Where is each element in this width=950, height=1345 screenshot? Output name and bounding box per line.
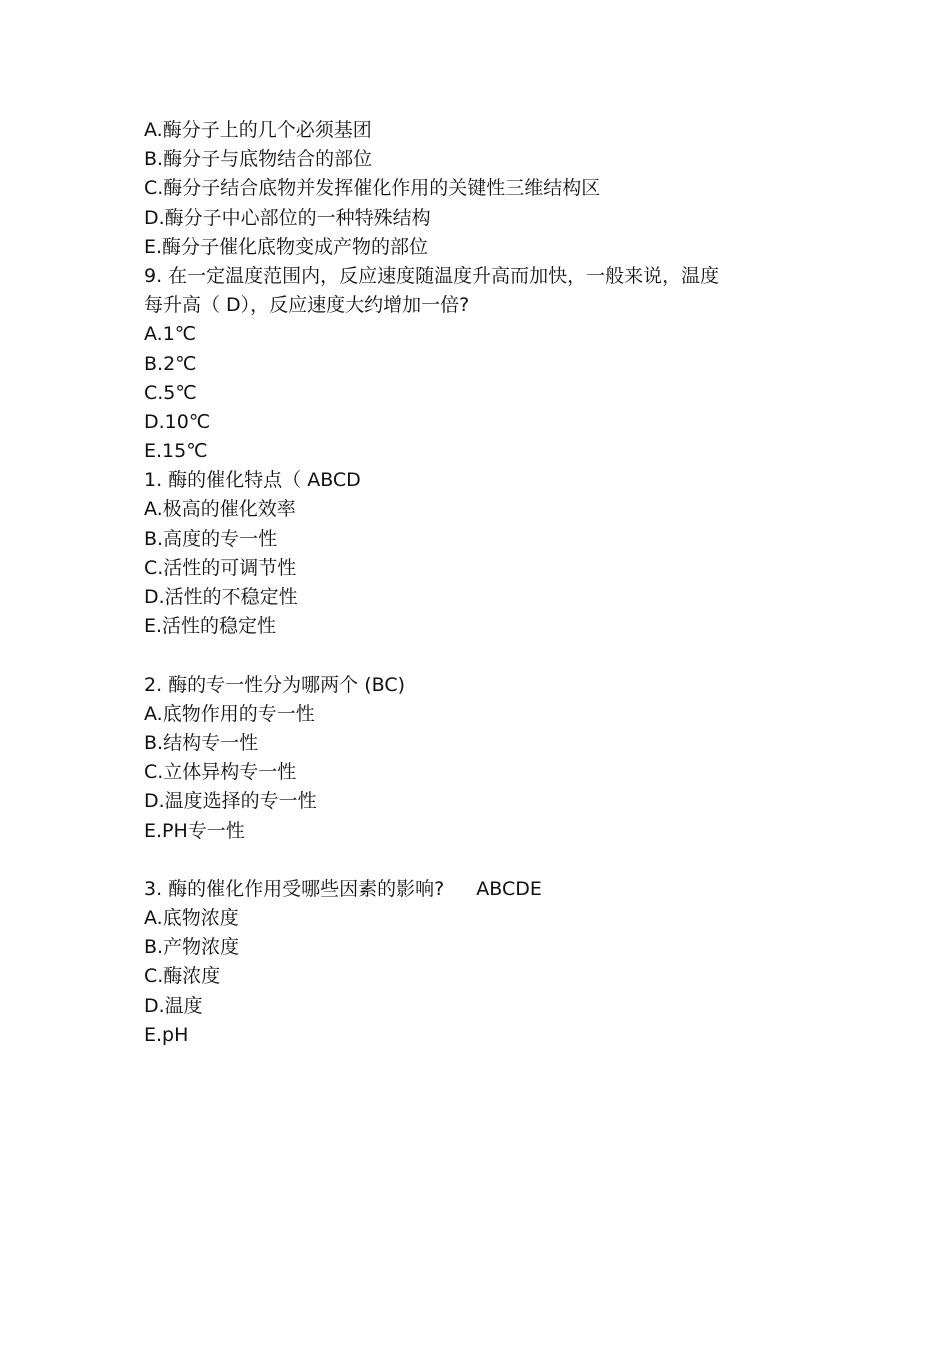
multi-question-3-answer: ABCDE bbox=[476, 877, 542, 900]
multi-question-1 bbox=[144, 466, 804, 641]
option-a: A.极高的催化效率 bbox=[144, 498, 296, 521]
option-a: A.底物浓度 bbox=[144, 907, 239, 930]
option-c: C.活性的可调节性 bbox=[144, 556, 297, 579]
option-e: E.酶分子催化底物变成产物的部位 bbox=[144, 235, 429, 258]
option-d: D.温度 bbox=[144, 994, 203, 1017]
option-a: A.底物作用的专一性 bbox=[144, 702, 315, 725]
option-d: D.10℃ bbox=[144, 410, 211, 433]
option-e: E.15℃ bbox=[144, 440, 208, 463]
option-e: E.PH专一性 bbox=[144, 819, 245, 842]
multi-question-3-stem: 3. 酶的催化作用受哪些因素的影响? bbox=[144, 877, 445, 900]
spacer bbox=[144, 846, 804, 875]
multi-question-3-stem-line bbox=[144, 875, 804, 904]
option-e: E.pH bbox=[144, 1023, 189, 1046]
multi-question-3 bbox=[144, 875, 804, 1050]
question-9-stem-line-1: 9. 在一定温度范围内，反应速度随温度升高而加快，一般来说，温度 bbox=[144, 264, 720, 287]
option-d: D.活性的不稳定性 bbox=[144, 586, 298, 608]
option-e: E.活性的稳定性 bbox=[144, 615, 277, 638]
question-8-options bbox=[144, 116, 804, 262]
option-c: C.5℃ bbox=[144, 381, 197, 404]
multi-question-1-stem: 1. 酶的催化特点（ ABCD bbox=[144, 469, 361, 492]
option-d: D.温度选择的专一性 bbox=[144, 790, 317, 813]
question-9 bbox=[144, 262, 804, 466]
option-d: D.酶分子中心部位的一种特殊结构 bbox=[144, 206, 431, 229]
option-c: C.酶浓度 bbox=[144, 965, 221, 988]
option-a: A.1℃ bbox=[144, 323, 197, 346]
document-page bbox=[144, 116, 804, 1050]
multi-question-2 bbox=[144, 671, 804, 846]
option-b: B.酶分子与底物结合的部位 bbox=[144, 148, 373, 171]
option-b: B.2℃ bbox=[144, 352, 197, 375]
spacer bbox=[144, 641, 804, 670]
option-b: B.高度的专一性 bbox=[144, 527, 278, 550]
option-b: B.产物浓度 bbox=[144, 936, 240, 959]
option-b: B.结构专一性 bbox=[144, 731, 259, 754]
multi-question-2-stem: 2. 酶的专一性分为哪两个 (BC) bbox=[144, 673, 406, 696]
option-c: C.酶分子结合底物并发挥催化作用的关键性三维结构区 bbox=[144, 177, 601, 200]
question-9-stem-line-2: 每升高（ D），反应速度大约增加一倍? bbox=[144, 294, 470, 317]
option-a: A.酶分子上的几个必须基团 bbox=[144, 119, 372, 141]
option-c: C.立体异构专一性 bbox=[144, 761, 297, 784]
